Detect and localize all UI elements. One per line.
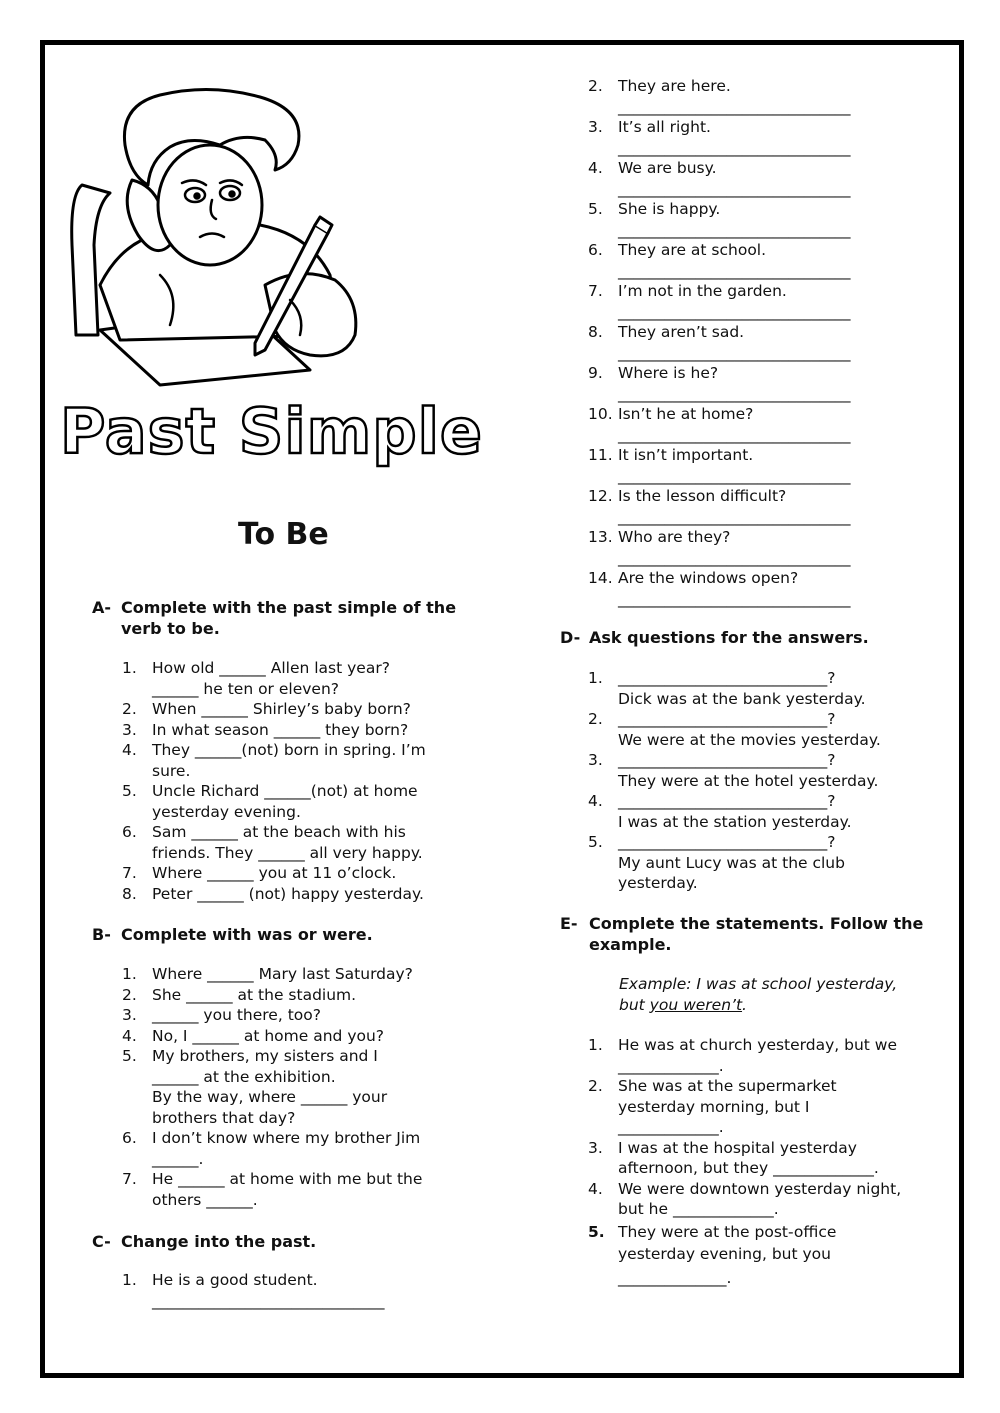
section-c-instruction: Change into the past. [121, 1232, 317, 1251]
answer-blank[interactable]: ______________________________ [618, 507, 851, 526]
answer-blank[interactable]: ______________________________ [618, 179, 851, 198]
answer-blank[interactable]: ______________________________ [618, 548, 851, 567]
list-item: By the way, where ______ your [152, 1088, 388, 1106]
list-item: afternoon, but they _____________. [618, 1159, 879, 1177]
list-item: 6. I don’t know where my brother Jim [122, 1129, 421, 1147]
answer-blank[interactable]: ______________________________ [618, 589, 851, 608]
section-b-label: B- [92, 925, 111, 944]
list-item: 10. Isn’t he at home? [588, 405, 754, 423]
list-item: 3. It’s all right. [588, 118, 711, 136]
list-item: 13. Who are they? [588, 528, 731, 546]
answer-blank[interactable]: ______________________________ [618, 425, 851, 444]
list-item: 3. In what season ______ they born? [122, 720, 409, 739]
list-item: 7. He ______ at home with me but the [122, 1170, 423, 1188]
list-item: yesterday morning, but I [618, 1097, 810, 1116]
list-item: 1. Where ______ Mary last Saturday? [122, 965, 413, 983]
list-item: brothers that day? [152, 1108, 296, 1127]
answer-blank[interactable]: ______________________________ [618, 220, 851, 239]
list-item: ______ at the exhibition. [152, 1067, 336, 1086]
list-item: 4. No, I ______ at home and you? [122, 1026, 385, 1045]
section-a-list [122, 658, 426, 904]
answer-blank[interactable]: ______________________________ [618, 138, 851, 157]
example-text: Example: I was at school yesterday, but you weren’t. [619, 975, 898, 1014]
list-item: yesterday evening, but you [618, 1245, 831, 1263]
list-item: others ______. [152, 1190, 258, 1209]
list-item: 5. ___________________________? [588, 833, 836, 851]
list-item: sure. [152, 761, 191, 780]
section-d-instruction: Ask questions for the answers. [589, 628, 869, 647]
list-item: 11. It isn’t important. [588, 446, 754, 464]
list-item: 3. ______ you there, too? [122, 1006, 321, 1024]
list-item: 9. Where is he? [588, 364, 719, 382]
page-subtitle: To Be [238, 517, 329, 552]
list-item: 5. My brothers, my sisters and I [122, 1047, 378, 1065]
list-item: 5. Uncle Richard ______(not) at home [122, 782, 418, 800]
list-item: but he _____________. [618, 1200, 779, 1218]
list-item: 1. He was at church yesterday, but we [588, 1036, 898, 1054]
list-item: 5. They were at the post-office [588, 1222, 837, 1241]
list-item: _____________. [618, 1118, 724, 1136]
section-a-instruction: Complete with the past simple of the verb to be. [121, 598, 457, 638]
list-item: 2. She ______ at the stadium. [122, 985, 357, 1004]
list-item: 4. They ______(not) born in spring. I’m [122, 741, 426, 759]
list-item: ______________. [618, 1268, 732, 1287]
list-item: 1. He is a good student. ______________________________ [122, 1271, 385, 1310]
list-item: 4. We are busy. [588, 159, 717, 177]
list-item: friends. They ______ all very happy. [152, 843, 423, 862]
section-d-label: D- [560, 628, 581, 647]
section-b-list [122, 964, 422, 1210]
list-item: 6. They are at school. [588, 241, 767, 259]
list-item: 8. They aren’t sad. [588, 323, 745, 341]
list-item: 1. ___________________________? [588, 669, 836, 687]
list-item: ______ he ten or eleven? [152, 679, 339, 698]
section-d-list: 1. ___________________________? Dick was at the bank yesterday. 2. ___________________________? We were at the movies yesterday. 3. ___________________________? They were at the hotel yesterday. 4. ___________________________? I was at the station yesterday. 5. ___________________________? My aunt Lucy was at the club yesterday. [588, 669, 881, 892]
list-item: 7. I’m not in the garden. [588, 282, 787, 300]
section-b-instruction: Complete with was or were. [121, 925, 373, 944]
list-item: 12. Is the lesson difficult? [588, 487, 787, 505]
list-item: 3. I was at the hospital yesterday [588, 1138, 857, 1157]
list-item: 6. Sam ______ at the beach with his [122, 823, 406, 841]
list-item: 4. ___________________________? [588, 792, 836, 810]
section-e-label: E- [560, 914, 578, 933]
list-item: 2. ___________________________? [588, 710, 836, 728]
answer-blank[interactable]: ______________________________ [618, 261, 851, 280]
list-item: 7. Where ______ you at 11 o’clock. [122, 864, 397, 882]
section-e-instruction: Complete the statements. Follow the example. [589, 914, 924, 954]
list-item: 2. She was at the supermarket [588, 1077, 837, 1095]
section-c-label: C- [92, 1232, 111, 1251]
worried-student-illustration [60, 85, 370, 400]
section-c-list-continued [588, 76, 851, 609]
page-title: Past Simple [60, 395, 483, 468]
list-item: _____________. [618, 1056, 724, 1075]
list-item: 5. She is happy. [588, 200, 721, 218]
list-item: 2. When ______ Shirley’s baby born? [122, 700, 411, 718]
answer-blank[interactable]: ______________________________ [618, 302, 851, 321]
section-e-list [588, 1035, 901, 1288]
answer-blank[interactable]: ______________________________ [618, 466, 851, 485]
list-item: ______. [152, 1149, 204, 1168]
section-a-label: A- [92, 598, 112, 617]
list-item: 3. ___________________________? [588, 751, 836, 769]
list-item: yesterday evening. [152, 802, 301, 821]
answer-blank[interactable]: ______________________________ [618, 97, 851, 116]
list-item: 1. How old ______ Allen last year? [122, 659, 390, 677]
list-item: 4. We were downtown yesterday night, [588, 1179, 902, 1198]
answer-blank[interactable]: ______________________________ [618, 343, 851, 362]
list-item: 8. Peter ______ (not) happy yesterday. [122, 884, 424, 903]
list-item: 2. They are here. [588, 77, 731, 95]
answer-blank[interactable]: ______________________________ [618, 384, 851, 403]
list-item: 14. Are the windows open? [588, 569, 799, 587]
